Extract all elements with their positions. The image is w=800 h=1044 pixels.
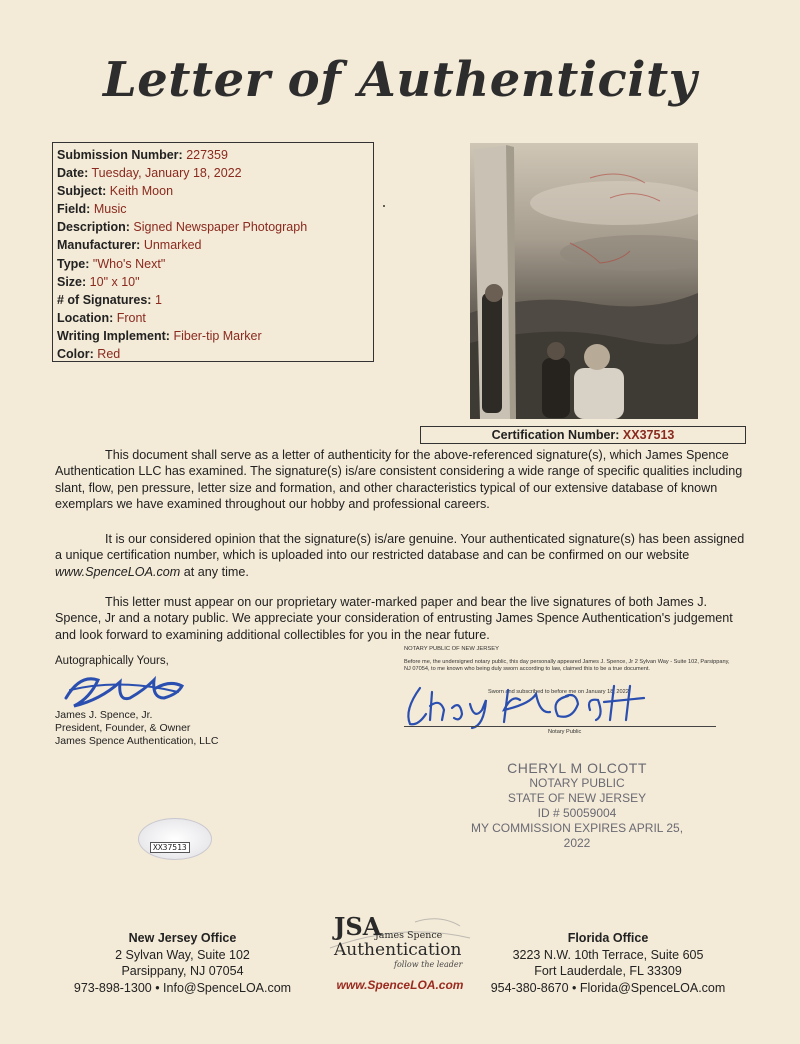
logo-tagline: follow the leader <box>394 960 463 969</box>
notary-signature-line <box>404 726 716 727</box>
office-title: New Jersey Office <box>128 931 237 945</box>
info-row-signatures <box>57 291 369 309</box>
logo-website-link[interactable]: www.SpenceLOA.com <box>336 978 464 992</box>
info-value: 1 <box>154 292 162 307</box>
info-label: Submission Number: <box>57 148 183 162</box>
info-row-manufacturer <box>57 236 369 254</box>
info-row-subject <box>57 182 369 200</box>
info-row-description <box>57 218 369 236</box>
page-title: Letter of Authenticity <box>102 52 698 108</box>
new-jersey-office <box>60 930 305 996</box>
ink-dot <box>383 205 385 207</box>
info-label: Subject: <box>57 184 107 199</box>
office-address1: 2 Sylvan Way, Suite 102 <box>115 947 250 962</box>
item-photograph <box>470 143 698 419</box>
office-address1: 3223 N.W. 10th Terrace, Suite 605 <box>512 947 704 962</box>
info-row-location <box>57 309 369 327</box>
info-value: Red <box>97 347 121 362</box>
stamp-commission: MY COMMISSION EXPIRES APRIL 25, 2022 <box>470 821 684 850</box>
info-value: Tuesday, January 18, 2022 <box>91 166 242 181</box>
info-label: Description: <box>57 220 130 235</box>
info-label: Location: <box>57 310 114 325</box>
stamp-title: NOTARY PUBLIC <box>529 776 625 790</box>
spence-signature <box>60 668 190 712</box>
office-contact: 973-898-1300 • Info@SpenceLOA.com <box>73 980 292 995</box>
signer-company: James Spence Authentication, LLC <box>55 735 219 747</box>
jsa-logo <box>320 912 480 994</box>
stamp-name: CHERYL M OLCOTT <box>507 760 647 776</box>
info-label: Writing Implement: <box>57 328 170 343</box>
info-label: # of Signatures: <box>57 292 152 307</box>
info-label: Manufacturer: <box>57 238 141 253</box>
stamp-id: ID # 50059004 <box>537 806 617 820</box>
notary-signature <box>400 680 670 730</box>
paragraph-authenticity: This document shall serve as a letter of authenticity for the above-referenced signature(s), which James Spence Authentication LLC has examined. The signature(s) is/are consistent considering a wide range of specific qualities including slant, flow, pen pressure, letter size and formation, and other characteristics typical of our extensive database of known exemplars we have examined throughout our hobby and professional careers. <box>55 448 743 511</box>
info-value: 10" x 10" <box>89 274 140 289</box>
signer-block <box>55 709 218 748</box>
info-label: Field: <box>57 202 91 217</box>
photograph-illustration <box>470 143 698 419</box>
website-link[interactable]: www.SpenceLOA.com <box>55 564 181 579</box>
logo-authentication: Authentication <box>334 940 462 960</box>
info-row-submission <box>57 146 369 164</box>
closing-block <box>55 654 169 668</box>
logo-jsa: JSA <box>334 912 382 941</box>
notary-heading: NOTARY PUBLIC OF NEW JERSEY <box>404 646 500 652</box>
logo-james-spence: James Spence <box>375 930 443 941</box>
info-row-size <box>57 273 369 291</box>
info-value: Front <box>116 310 146 325</box>
notary-block <box>404 646 734 673</box>
office-address2: Fort Lauderdale, FL 33309 <box>534 964 682 978</box>
office-title: Florida Office <box>567 931 649 945</box>
notary-public-label: Notary Public <box>548 729 582 735</box>
info-row-color <box>57 345 369 363</box>
item-info-box <box>52 142 374 362</box>
notary-stamp <box>462 761 692 851</box>
info-row-date <box>57 164 369 182</box>
florida-office <box>488 930 728 996</box>
certification-number-box <box>420 426 746 444</box>
info-value: Unmarked <box>143 238 202 253</box>
signer-role: President, Founder, & Owner <box>55 722 191 734</box>
info-label: Date: <box>57 166 89 181</box>
paragraph-opinion-text: It is our considered opinion that the signature(s) is/are genuine. Your authenticated signature(s) has been assigned a unique certification number, which is uploaded into our restricted database and can be confirmed on our website <box>55 532 745 563</box>
office-contact: 954-380-8670 • Florida@SpenceLOA.com <box>490 980 726 995</box>
info-label: Color: <box>57 347 94 362</box>
paragraph-watermark: This letter must appear on our proprietary water-marked paper and bear the live signatures of both James J. Spence, Jr and a notary public. We appreciate your consideration of entrusting James Spence Authentication's judgement and look forward to examining additional collectibles for you in the near future. <box>55 595 733 642</box>
info-label: Type: <box>57 256 90 271</box>
info-value: Music <box>93 202 127 217</box>
info-value: "Who's Next" <box>92 256 166 271</box>
notary-text: Before me, the undersigned notary public, this day personally appeared James J. Spence, Jr 2 Sylvan Way - Suite 102, Parsippany, NJ 07054, to me known who being duly sworn according to law, claimed this to be a true document. <box>404 659 730 672</box>
paragraph-opinion-end: at any time. <box>180 564 249 579</box>
info-row-writing-implement <box>57 327 369 345</box>
info-row-field <box>57 200 369 218</box>
closing-text: Autographically Yours, <box>55 655 169 667</box>
paragraph-opinion <box>55 531 745 580</box>
jsa-hologram-sticker <box>138 818 212 860</box>
info-value: Signed Newspaper Photograph <box>133 220 308 235</box>
info-row-type <box>57 255 369 273</box>
info-value: Keith Moon <box>109 184 174 199</box>
stamp-state: STATE OF NEW JERSEY <box>507 791 647 805</box>
signer-name: James J. Spence, Jr. <box>55 709 153 721</box>
certification-label: Certification Number: <box>491 428 620 442</box>
info-value: Fiber-tip Marker <box>173 328 262 343</box>
hologram-id: XX37513 <box>150 842 190 853</box>
info-value: 227359 <box>186 148 228 162</box>
certification-number: XX37513 <box>622 428 675 442</box>
office-address2: Parsippany, NJ 07054 <box>121 964 244 978</box>
notary-sworn: Sworn and subscribed to before me on January 18, 2022 <box>488 689 629 695</box>
info-label: Size: <box>57 274 87 289</box>
